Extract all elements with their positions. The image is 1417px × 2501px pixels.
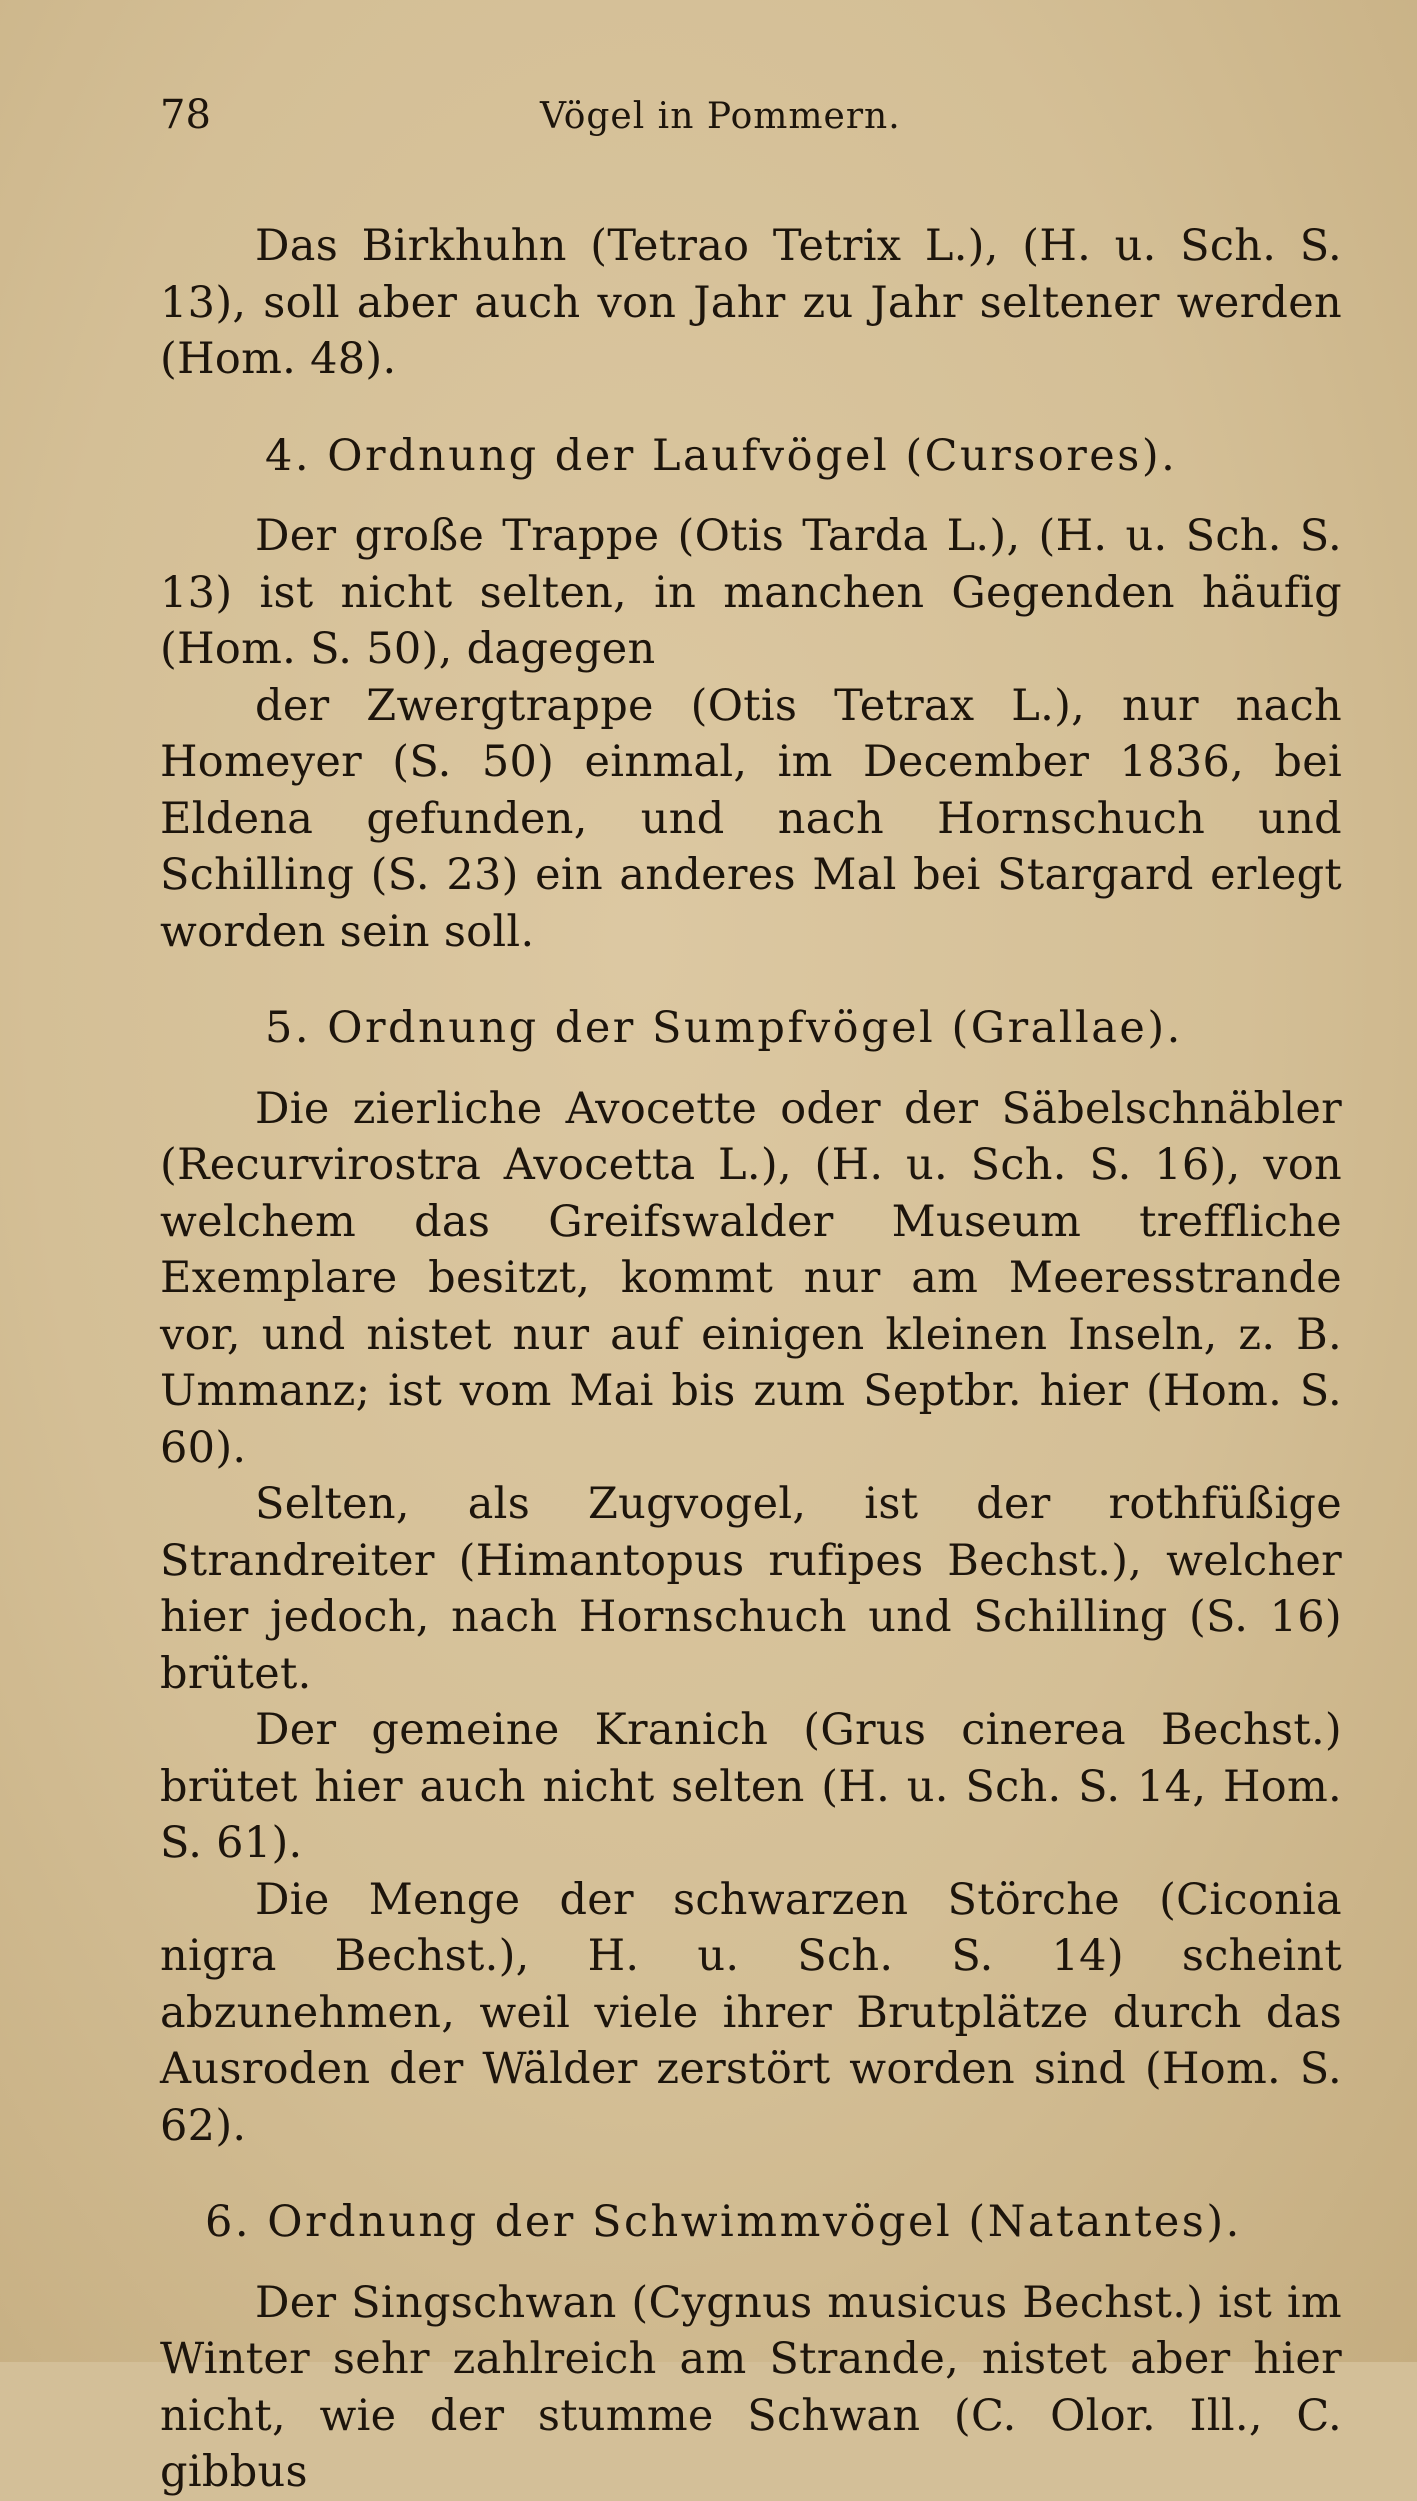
page-header: [160, 92, 1342, 152]
section-heading-grallae: 5. Ordnung der Sumpfvögel (Grallae).: [265, 1003, 1183, 1053]
paragraph-zwergtrappe: der Zwergtrappe (Otis Tetrax L.), nur nach Homeyer (S. 50) einmal, im December 1836, bei Eldena gefunden, und nach Hornschuch und Schilling (S. 23) ein anderes Mal bei Stargard erlegt worden sein soll.: [160, 680, 1342, 957]
running-head: Vögel in Pommern.: [540, 96, 901, 137]
paragraph-strandreiter: Selten, als Zugvogel, ist der rothfüßige Strandreiter (Himantopus rufipes Bechst.), welcher hier jedoch, nach Hornschuch und Schilling (S. 16) brütet.: [160, 1479, 1342, 1699]
section-heading-cursores: 4. Ordnung der Laufvögel (Cursores).: [265, 430, 1178, 481]
paragraph-singschwan: Der Singschwan (Cygnus musicus Bechst.) ist im Winter sehr zahlreich am Strande, nistet aber hier nicht, wie der stumme Schwan (C. Olor. Ill., C. gibbus: [160, 2277, 1342, 2497]
paragraph-birkhuhn: Das Birkhuhn (Tetrao Tetrix L.), (H. u. Sch. S. 13), soll aber auch von Jahr zu Jahr seltener werden (Hom. 48).: [160, 221, 1342, 384]
page-number: 78: [160, 92, 211, 138]
paragraph-stoerche: Die Menge der schwarzen Störche (Ciconia nigra Bechst.), H. u. Sch. S. 14) scheint abzunehmen, weil viele ihrer Brutplätze durch das Ausroden der Wälder zerstört worden sind (Hom. S. 62).: [160, 1874, 1342, 2151]
paragraph-grosse-trappe: Der große Trappe (Otis Tarda L.), (H. u. Sch. S. 13) ist nicht selten, in manchen Gegenden häufig (Hom. S. 50), dagegen: [160, 511, 1342, 674]
paragraph-kranich: Der gemeine Kranich (Grus cinerea Bechst.) brütet hier auch nicht selten (H. u. Sch. S. 14, Hom. S. 61).: [160, 1705, 1342, 1868]
section-heading-natantes: 6. Ordnung der Schwimmvögel (Natantes).: [205, 2197, 1242, 2247]
paragraph-avocette: Die zierliche Avocette oder der Säbelschnäbler (Recurvirostra Avocetta L.), (H. u. Sch. S. 16), von welchem das Greifswalder Museum treffliche Exemplare besitzt, kommt nur am Meeresstrande vor, und nistet nur auf einigen kleinen Inseln, z. B. Ummanz; ist vom Mai bis zum Septbr. hier (Hom. S. 60).: [160, 1083, 1342, 1473]
